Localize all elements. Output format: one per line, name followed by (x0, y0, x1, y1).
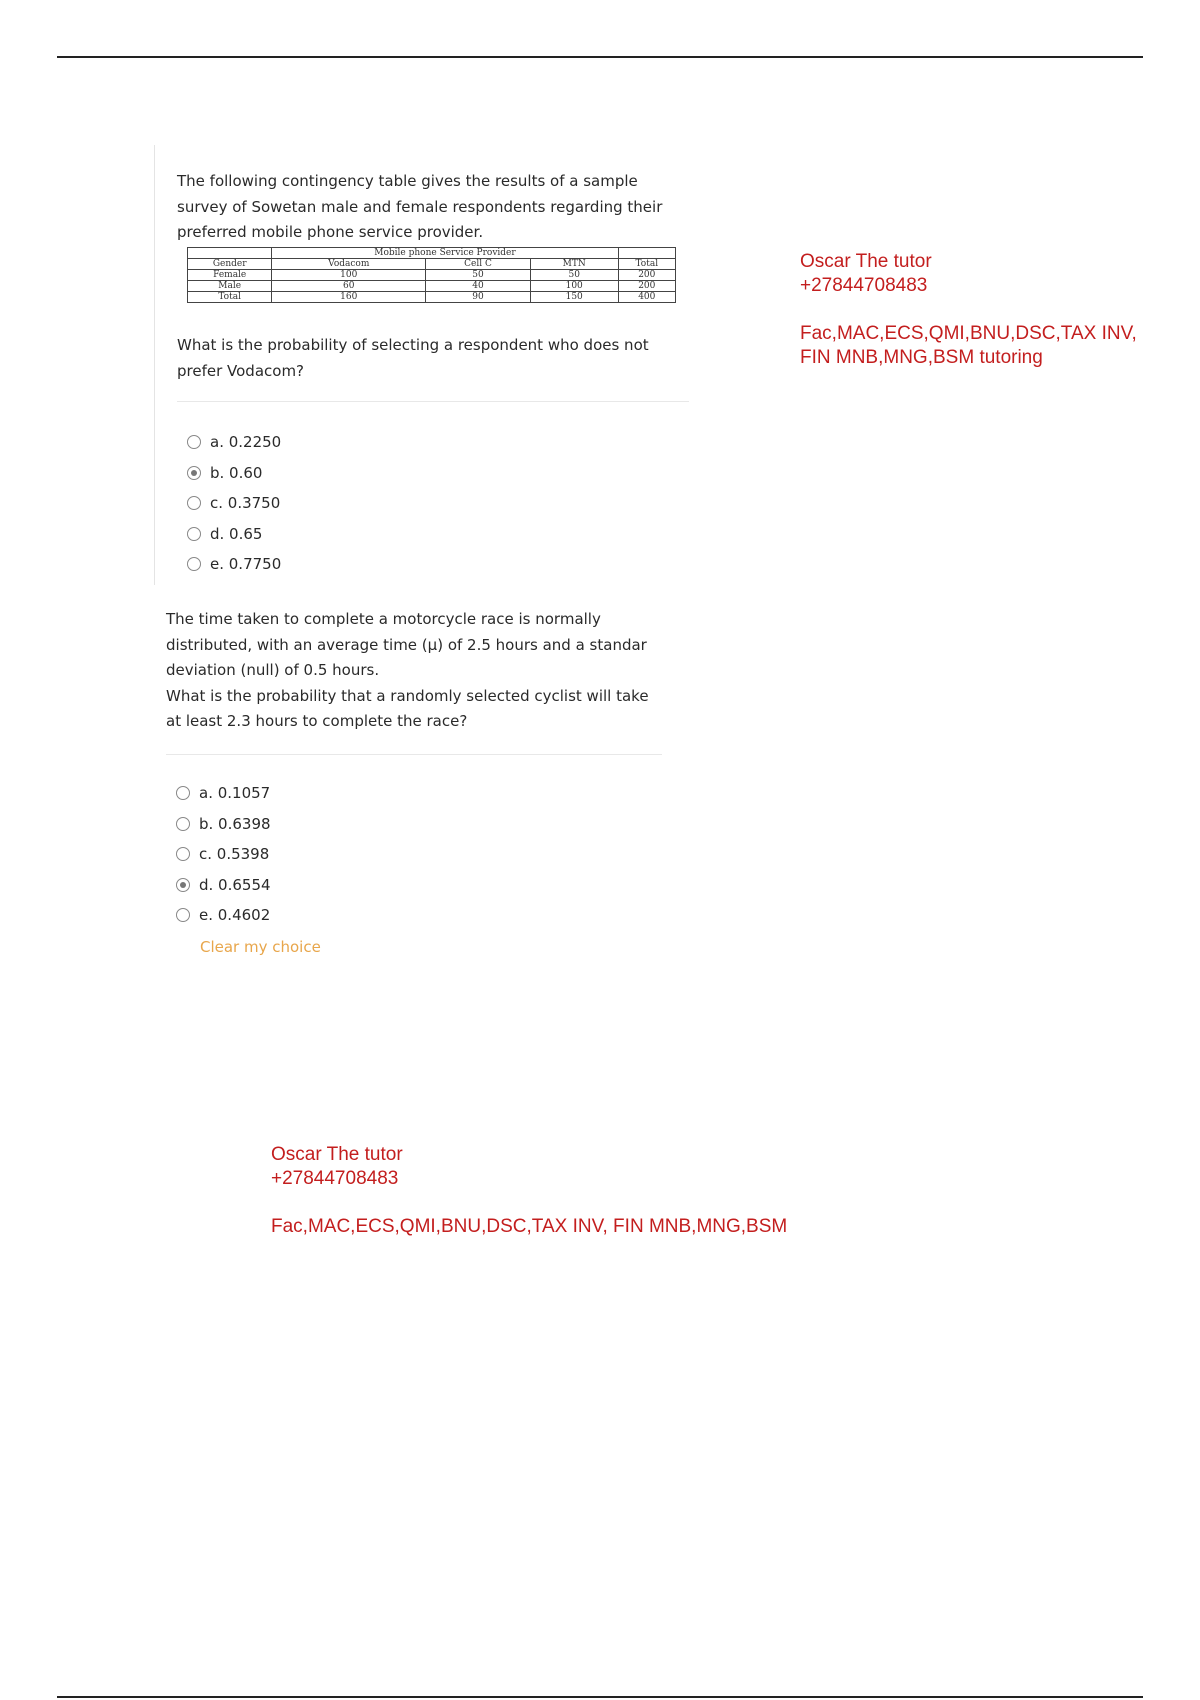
option-d[interactable]: d. 0.65 (187, 519, 281, 550)
question-1-panel (154, 145, 689, 585)
table-header-row: Gender Vodacom Cell C MTN Total (188, 259, 676, 270)
question-2-text: The time taken to complete a motorcycle race is normally distributed, with an average time (µ) of 2.5 hours and a standar deviation (null) of 0.5 hours. What is the probability that a randomly selected cyclist will take at least 2.3 hours to complete the race? (166, 610, 649, 730)
option-c[interactable]: c. 0.5398 (176, 839, 271, 870)
table-row: Total 160 90 150 400 (188, 292, 676, 303)
radio-button[interactable] (187, 557, 201, 571)
option-a[interactable]: a. 0.1057 (176, 778, 271, 809)
radio-button-selected[interactable] (176, 878, 190, 892)
tutor-subjects: Fac,MAC,ECS,QMI,BNU,DSC,TAX INV, FIN MNB,MNG,BSM (271, 1216, 788, 1237)
option-d[interactable]: d. 0.6554 (176, 870, 271, 901)
radio-button[interactable] (187, 496, 201, 510)
radio-button[interactable] (187, 527, 201, 541)
radio-button[interactable] (187, 435, 201, 449)
tutor-phone: +27844708483 (271, 1168, 399, 1189)
radio-button[interactable] (176, 817, 190, 831)
divider (166, 754, 662, 755)
table-row: Male 60 40 100 200 (188, 281, 676, 292)
clear-choice-link[interactable]: Clear my choice (200, 938, 321, 956)
tutor-name: Oscar The tutor (271, 1144, 403, 1165)
table-row: Female 100 50 50 200 (188, 270, 676, 281)
question-1-prompt: What is the probability of selecting a respondent who does not prefer Vodacom? (177, 336, 649, 380)
bottom-rule (57, 1696, 1143, 1698)
radio-button-selected[interactable] (187, 466, 201, 480)
option-a[interactable]: a. 0.2250 (187, 427, 281, 458)
top-rule (57, 56, 1143, 58)
table-group-header: Mobile phone Service Provider (272, 248, 618, 259)
radio-button[interactable] (176, 908, 190, 922)
tutor-phone: +27844708483 (800, 275, 928, 296)
question-2-options (176, 778, 271, 931)
tutor-subjects: Fac,MAC,ECS,QMI,BNU,DSC,TAX INV, (800, 323, 1137, 344)
question-1-intro: The following contingency table gives the results of a sample survey of Sowetan male and female respondents regarding their preferred mobile phone service provider. (177, 172, 663, 241)
radio-button[interactable] (176, 847, 190, 861)
tutor-promo-right (800, 250, 1137, 370)
divider (177, 401, 689, 402)
tutor-subjects: FIN MNB,MNG,BSM tutoring (800, 347, 1043, 368)
option-e[interactable]: e. 0.4602 (176, 900, 271, 931)
contingency-table (187, 247, 676, 303)
tutor-name: Oscar The tutor (800, 251, 932, 272)
radio-button[interactable] (176, 786, 190, 800)
tutor-promo-bottom (271, 1143, 787, 1239)
option-c[interactable]: c. 0.3750 (187, 488, 281, 519)
question-1-options (187, 427, 281, 580)
option-e[interactable]: e. 0.7750 (187, 549, 281, 580)
option-b[interactable]: b. 0.60 (187, 458, 281, 489)
option-b[interactable]: b. 0.6398 (176, 809, 271, 840)
